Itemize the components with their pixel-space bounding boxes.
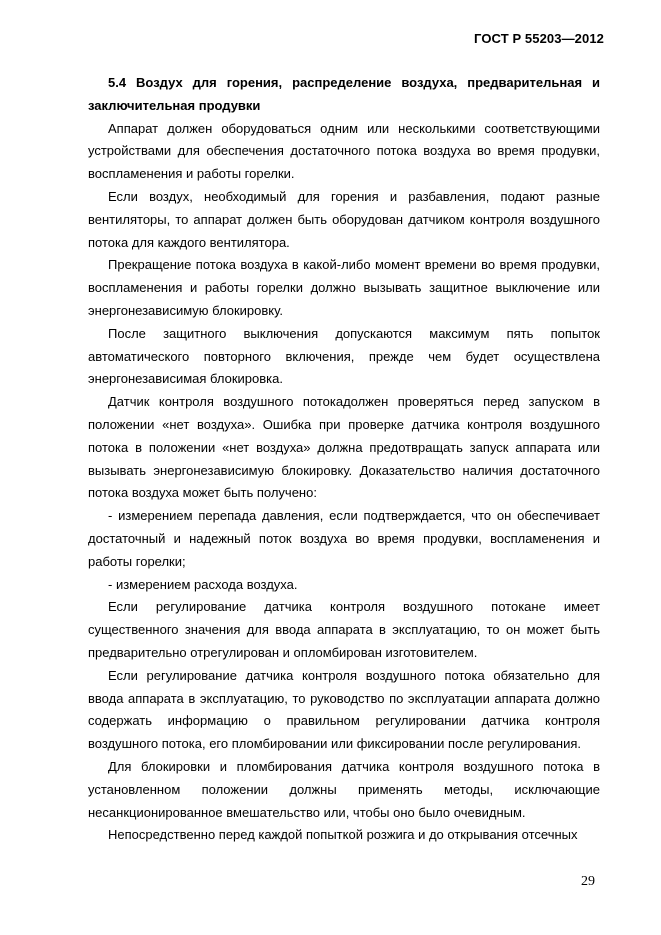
page-body bbox=[88, 72, 600, 847]
page-number: 29 bbox=[581, 874, 595, 889]
paragraph: Для блокировки и пломбирования датчика контроля воздушного потока в установленном положении должны применять методы, исключающие несанкционированное вмешательство или, чтобы оно было очевидным. bbox=[88, 758, 600, 820]
list-item: - измерением расхода воздуха. bbox=[108, 576, 298, 592]
list-item: - измерением перепада давления, если подтверждается, что он обеспечивает достаточный и надежный поток воздуха во время продувки, воспламенения и работы горелки; bbox=[88, 508, 600, 569]
paragraph: Непосредственно перед каждой попыткой розжига и до открывания отсечных bbox=[108, 827, 578, 843]
paragraph: Аппарат должен оборудоваться одним или несколькими соответствующими устройствами для обеспечения достаточного потока воздуха во время продувки, воспламенения и работы горелки. bbox=[88, 120, 600, 182]
paragraph: Если регулирование датчика контроля воздушного потокане имеет существенного значения для ввода аппарата в эксплуатацию, то он может быть предварительно отрегулирован и опломбирован изготовителем. bbox=[88, 599, 600, 660]
paragraph: Если регулирование датчика контроля воздушного потока обязательно для ввода аппарата в эксплуатацию, то руководство по эксплуатации аппарата должно содержать информацию о правильном регулировании датчика контроля воздушного потока, его пломбировании или фиксировании после регулирования. bbox=[88, 667, 600, 752]
paragraph: После защитного выключения допускаются максимум пять попыток автоматического повторного включения, прежде чем будет осуществлена энергонезависимая блокировка. bbox=[88, 325, 600, 387]
paragraph: Если воздух, необходимый для горения и разбавления, подают разные вентиляторы, то аппарат должен быть оборудован датчиком контроля воздушного потока для каждого вентилятора. bbox=[88, 188, 600, 250]
paragraph: Датчик контроля воздушного потокадолжен проверяться перед запуском в положении «нет воздуха». Ошибка при проверке датчика контроля воздушного потока в положении «нет воздуха» должна предотвращать запуск аппарата или вызывать энергонезависимую блокировку. Доказательство наличия достаточного потока воздуха может быть получено: bbox=[88, 394, 600, 501]
paragraph: Прекращение потока воздуха в какой-либо момент времени во время продувки, воспламенения и работы горелки должно вызывать защитное выключение или энергонезависимую блокировку. bbox=[88, 257, 600, 318]
document-header: ГОСТ Р 55203—2012 bbox=[474, 31, 604, 46]
section-heading: 5.4 Воздух для горения, распределение воздуха, предварительная и заключительная продувки bbox=[88, 75, 600, 113]
